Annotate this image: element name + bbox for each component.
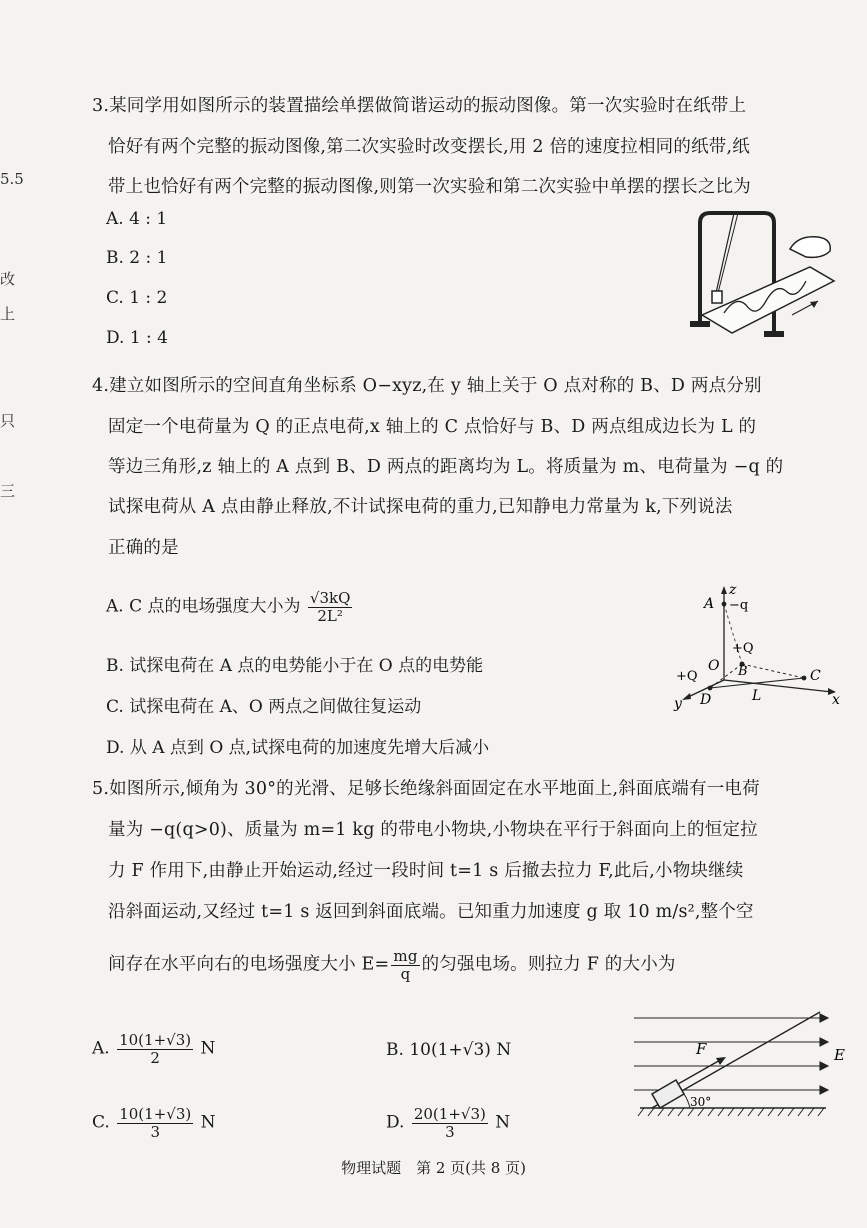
point-d-label: D: [700, 692, 712, 708]
edge-mark-1: 5.5: [0, 170, 24, 188]
q4-option-c[interactable]: C. 试探电荷在 A、O 两点之间做往复运动: [106, 697, 422, 717]
point-b-label: B: [738, 664, 748, 679]
q5-option-a[interactable]: [92, 1032, 215, 1066]
edge-mark-4: 只: [0, 412, 16, 430]
axis-x-label: x: [832, 692, 840, 708]
q4-line-1: 4.建立如图所示的空间直角坐标系 O−xyz,在 y 轴上关于 O 点对称的 B、D 两点分别: [92, 376, 762, 396]
length-l-label: L: [752, 688, 762, 704]
q3-option-a[interactable]: A. 4 : 1: [106, 209, 168, 229]
q5-line-5-suffix: 的匀强电场。则拉力 F 的大小为: [421, 954, 676, 975]
q5-option-a-num: 10(1+√3): [119, 1031, 192, 1049]
incline-figure: [630, 1004, 855, 1124]
charge-mq-label: −q: [729, 598, 749, 613]
q4-option-a-den: 2L²: [317, 606, 343, 625]
q4-option-a-text: A. C 点的电场强度大小为: [106, 596, 301, 617]
q5-line-5-prefix: 间存在水平向右的电场强度大小 E=: [108, 954, 390, 975]
q5-field-fraction: [391, 948, 419, 982]
q5-option-a-unit: N: [200, 1038, 216, 1059]
q5-option-a-fraction: [117, 1032, 193, 1066]
edge-mark-2: 改: [0, 270, 16, 288]
q5-option-d-num: 20(1+√3): [413, 1105, 486, 1123]
point-a-label: A: [704, 596, 715, 612]
edge-mark-5: 三: [0, 482, 16, 500]
q5-line-5: [108, 948, 676, 982]
edge-mark-3: 上: [0, 305, 16, 323]
charge-d-label: +Q: [676, 669, 698, 684]
q4-option-b[interactable]: B. 试探电荷在 A 点的电势能小于在 O 点的电势能: [106, 656, 484, 676]
q5-option-c-fraction: [117, 1106, 193, 1140]
axis-z-label: z: [729, 582, 737, 598]
charge-b-label: +Q: [732, 641, 754, 656]
coordinate-system-figure: [672, 582, 850, 716]
q5-option-a-den: 2: [150, 1048, 160, 1067]
q5-option-d-label: D.: [386, 1112, 405, 1133]
q5-field-num: mg: [393, 947, 418, 965]
page-footer: 物理试题 第 2 页(共 8 页): [341, 1159, 526, 1177]
q3-line-2: 恰好有两个完整的振动图像,第二次实验时改变摆长,用 2 倍的速度拉相同的纸带,纸: [108, 137, 750, 157]
q5-option-c[interactable]: [92, 1106, 216, 1140]
point-c-label: C: [810, 668, 821, 684]
q4-option-d[interactable]: D. 从 A 点到 O 点,试探电荷的加速度先增大后减小: [106, 738, 490, 758]
q5-line-2: 量为 −q(q>0)、质量为 m=1 kg 的带电小物块,小物块在平行于斜面向上的恒定拉: [108, 820, 758, 840]
q5-line-4: 沿斜面运动,又经过 t=1 s 返回到斜面底端。已知重力加速度 g 取 10 m/s²,整个空: [108, 902, 754, 922]
field-e-label: E: [834, 1046, 845, 1064]
q5-option-c-unit: N: [200, 1112, 216, 1133]
origin-label: O: [708, 658, 720, 674]
q4-option-a-num: √3kQ: [309, 589, 351, 607]
q5-line-3: 力 F 作用下,由静止开始运动,经过一段时间 t=1 s 后撤去拉力 F,此后,小物块继续: [108, 861, 744, 881]
q5-option-d-unit: N: [495, 1112, 511, 1133]
q5-option-d[interactable]: [386, 1106, 510, 1140]
q5-line-1: 5.如图所示,倾角为 30°的光滑、足够长绝缘斜面固定在水平地面上,斜面底端有一电荷: [92, 779, 760, 799]
q5-field-den: q: [400, 964, 411, 983]
q4-option-a-fraction: [308, 590, 353, 624]
force-f-label: F: [696, 1040, 707, 1058]
q4-line-2: 固定一个电荷量为 Q 的正点电荷,x 轴上的 C 点恰好与 B、D 两点组成边长为 L 的: [108, 417, 757, 437]
q3-line-3: 带上也恰好有两个完整的振动图像,则第一次实验和第二次实验中单摆的摆长之比为: [108, 177, 751, 197]
q5-option-c-label: C.: [92, 1112, 110, 1133]
q3-option-d[interactable]: D. 1 : 4: [106, 328, 168, 348]
q3-option-c[interactable]: C. 1 : 2: [106, 288, 168, 308]
q5-option-c-num: 10(1+√3): [119, 1105, 192, 1123]
q3-option-b[interactable]: B. 2 : 1: [106, 248, 168, 268]
pendulum-apparatus-figure: [672, 205, 842, 345]
q4-option-a[interactable]: [106, 590, 354, 624]
q5-option-d-fraction: [412, 1106, 488, 1140]
q5-option-b-unit: N: [496, 1040, 512, 1060]
q4-line-3: 等边三角形,z 轴上的 A 点到 B、D 两点的距离均为 L。将质量为 m、电荷量为 −q 的: [108, 457, 784, 477]
q5-option-b-value: 10(1+√3): [409, 1040, 491, 1060]
q5-option-c-den: 3: [150, 1122, 160, 1141]
q5-option-b-label: B.: [386, 1040, 404, 1060]
q3-line-1: 3.某同学用如图所示的装置描绘单摆做简谐运动的振动图像。第一次实验时在纸带上: [92, 96, 747, 116]
q4-line-5: 正确的是: [108, 538, 179, 558]
angle-label: 30°: [690, 1095, 712, 1109]
q4-line-4: 试探电荷从 A 点由静止释放,不计试探电荷的重力,已知静电力常量为 k,下列说法: [108, 497, 733, 517]
q5-option-a-label: A.: [92, 1038, 110, 1059]
axis-y-label: y: [674, 696, 682, 712]
q5-option-d-den: 3: [445, 1122, 455, 1141]
q5-option-b[interactable]: [386, 1040, 511, 1060]
